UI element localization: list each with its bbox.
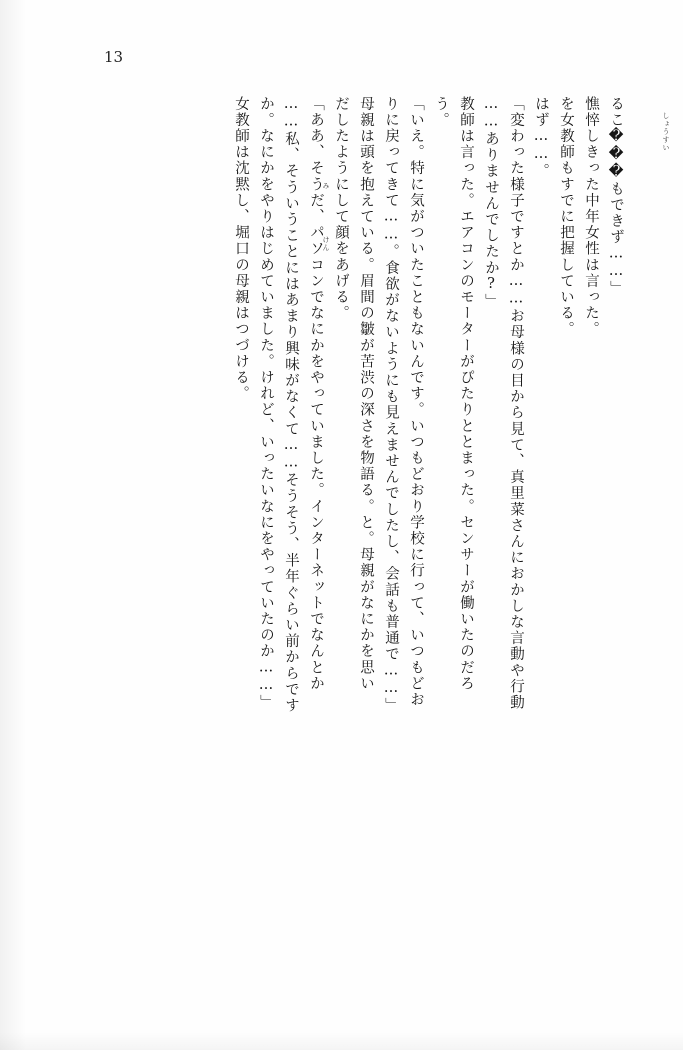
text-column: 女教師は沈黙し、堀口の母親はつづける。 bbox=[233, 96, 249, 402]
text-column: か。なにかをやりはじめていました。けれど、いったいなにをやっていたのか……」 bbox=[258, 96, 274, 711]
text-column: う。 bbox=[433, 96, 449, 129]
text-column: 教師は言った。エアコンのモーターがぴたりととまった。センサーが働いたのだろ bbox=[458, 96, 474, 692]
ruby-annotation: み bbox=[322, 182, 330, 190]
text-column: 母親は頭を抱えている。眉間の皺が苦渋の深さを物語る。と。母親がなにかを思い bbox=[358, 96, 374, 692]
text-column: りに戻ってきて……。食欲がないようにも見えませんでしたし、会話も普通で……」 bbox=[383, 96, 399, 714]
text-column: るこ���もできず……」 bbox=[608, 96, 624, 297]
text-column: 憔悴しきった中年女性は言った。 bbox=[583, 96, 599, 338]
text-column: を女教師もすでに把握している。 bbox=[558, 96, 574, 338]
scan-edge-shading-bottom bbox=[0, 1032, 683, 1050]
text-column: 「変わった様子ですとか……お母様の目から見て、真里菜さんにおかしな言動や行動 bbox=[508, 96, 524, 711]
vertical-text-block bbox=[223, 96, 623, 941]
ruby-annotation: しょうすい bbox=[662, 112, 670, 152]
text-column: ……ありませんでしたか?」 bbox=[483, 96, 499, 310]
text-column: ……私、そういうことにはあまり興味がなくて……そうそう、半年ぐらい前からです bbox=[283, 96, 299, 714]
ruby-annotation: けん bbox=[322, 236, 330, 252]
text-column: 「ああ、そうだ、パソコンでなにかをやっていました。インターネットでなんとか bbox=[308, 96, 324, 692]
text-column: 「いえ。特に気がついたこともないんです。いつもどおり学校に行って、いつもどお bbox=[408, 96, 424, 708]
text-column: だしたようにして顔をあげる。 bbox=[333, 96, 349, 322]
text-column: はず……。 bbox=[533, 96, 549, 180]
page-number: 13 bbox=[104, 48, 124, 66]
scan-edge-shading-left bbox=[0, 0, 26, 1050]
